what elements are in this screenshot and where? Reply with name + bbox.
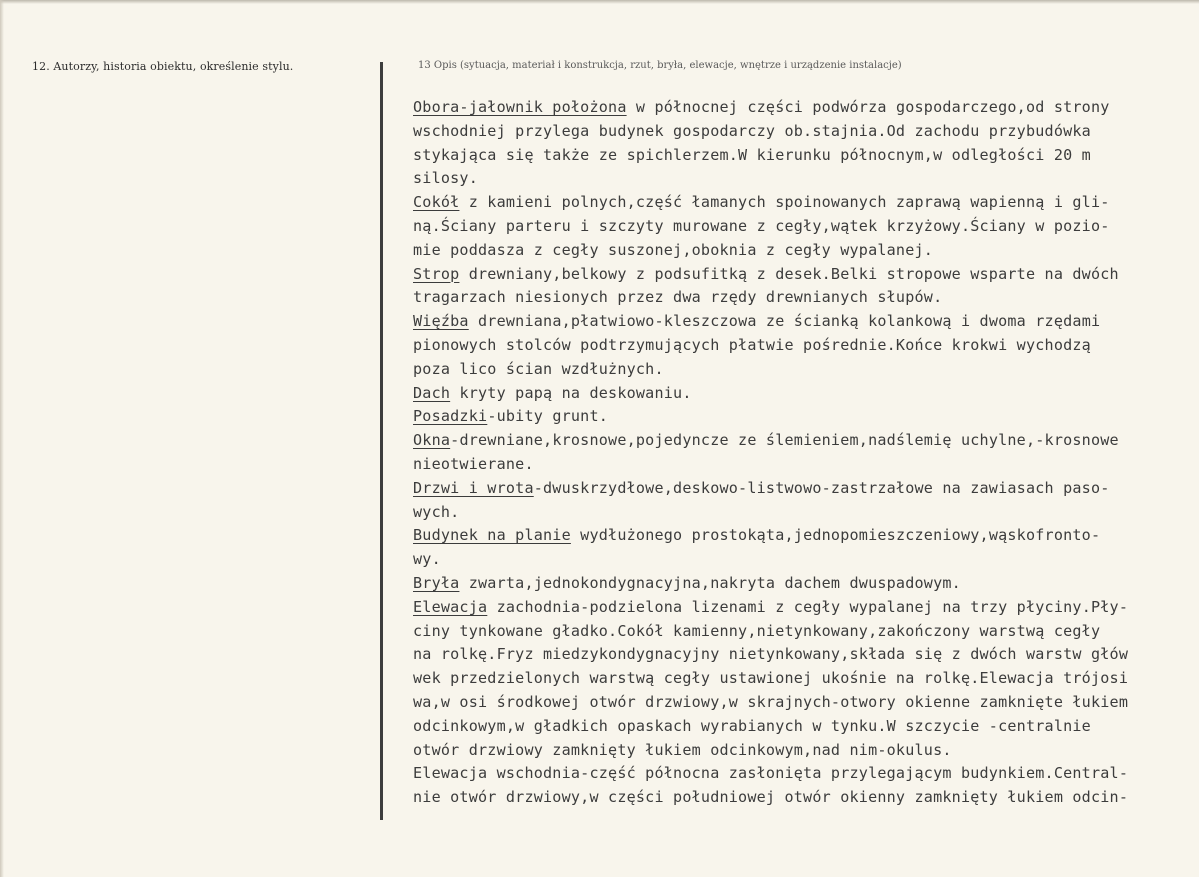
text-line [413,405,1199,429]
line-text: mie poddasza z cegły suszonej,obokniа z cegły wypalanej. [413,240,934,259]
text-line [413,382,1199,406]
text-line [413,596,1199,620]
line-text: nie otwór drzwiowy,w części południowej otwór okienny zamknięty łukiem odcin- [413,788,1129,807]
text-line [413,263,1199,287]
line-text: drewniany,belkowy z podsufitką z desek.Belki stropowe wsparte na dwóch [459,264,1119,283]
line-text: ną.Ściany parteru i szczyty murowane z cegły,wątek krzyżowy.Ściany w pozio- [413,216,1110,235]
line-text: -ubity grunt. [487,407,609,426]
line-text: wschodniej przylega budynek gospodarczy ob.stajnia.Od zachodu przybudówka [413,121,1091,140]
line-text: odcinkowym,w gładkich opaskach wyrabianych w tynku.W szczycie -centralnie [413,716,1091,735]
text-line [413,239,1199,263]
line-text: drewniana,płatwiowo-kleszczowa ze ścianką kolankową i dwoma rzędami [468,312,1101,331]
underlined-term: Drzwi i wrota [413,478,534,497]
line-text: wych. [413,502,460,521]
line-text: wa,w osi środkowej otwór drzwiowy,w skrajnych-otwory okienne zamknięte łukiem [413,692,1129,711]
line-text: poza lico ścian wzdłużnych. [413,359,664,378]
line-text: w północnej części podwórza gospodarczego,od strony [626,98,1110,116]
page-top-edge [0,0,1199,4]
underlined-term: Okna [413,431,451,450]
text-line [413,643,1199,667]
line-text: z kamieni polnych,część łamanych spoinowanych zaprawą wapienną i gli- [459,193,1110,212]
line-text: nieotwierane. [413,454,534,473]
text-line [413,286,1199,310]
text-line [413,358,1199,382]
line-text: na rolkę.Fryz miedzykondygnacyjny nietynkowany,składa się z dwóch warstw głów [413,645,1129,664]
description-text [413,96,1199,810]
line-text: tragarzach niesionych przez dwa rzędy drewnianych słupów. [413,288,943,307]
text-line [413,524,1199,548]
underlined-term: Elewacja [413,597,488,616]
text-line [413,739,1199,763]
line-text: stykająca się także ze spichlerzem.W kierunku północnym,w odległości 20 m [413,145,1091,164]
underlined-term: Obora-jałownik położona [413,98,627,116]
text-line [413,334,1199,358]
line-text: kryty papą na deskowaniu. [450,383,692,402]
underlined-term: Budynek na planie [413,526,571,545]
text-line [413,215,1199,239]
line-text: -drewniane,krosnowe,pojedyncze ze ślemieniem,nadślemię uchylne,-krosnowe [450,431,1119,450]
line-text: pionowych stolców podtrzymujących płatwie pośrednie.Końce krokwi wychodzą [413,335,1091,354]
line-text: ciny tynkowane gładko.Cokół kamienny,nietynkowany,zakończony warstwą cegły [413,621,1101,640]
text-line [413,144,1199,168]
line-text: zachodnia-podzielona lizenami z cegły wypalanej na trzy płyciny.Pły- [487,597,1129,616]
line-text: Elewacja wschodnia-część północna zasłonięta przylegającym budynkiem.Central- [413,764,1129,783]
text-line [413,96,1199,120]
text-line [413,691,1199,715]
text-line [413,572,1199,596]
column-divider [380,62,383,820]
line-text: wy. [413,550,441,569]
text-line [413,310,1199,334]
line-text: wek przedzielonych warstwą cegły ustawionej ukośnie na rolkę.Elewacja trójosi [413,669,1129,688]
text-line [413,762,1199,786]
underlined-term: Strop [413,264,460,283]
underlined-term: Bryła [413,573,460,592]
underlined-term: Cokół [413,193,460,212]
text-line [413,167,1199,191]
line-text: -dwuskrzydłowe,deskowo-listwowo-zastrzałowe na zawiasach paso- [533,478,1110,497]
page-left-edge [0,0,4,877]
line-text: silosy. [413,169,479,188]
text-line [413,501,1199,525]
text-line [413,548,1199,572]
underlined-term: Więźba [413,312,469,331]
underlined-term: Posadzki [413,407,488,426]
line-text: otwór drzwiowy zamknięty łukiem odcinkowym,nad nim-okulus. [413,740,952,759]
text-line [413,429,1199,453]
text-line [413,667,1199,691]
text-line [413,786,1199,810]
text-line [413,620,1199,644]
text-line [413,120,1199,144]
section-12-heading: 12. Autorzy, historia obiektu, określenie stylu. [32,60,294,73]
underlined-term: Dach [413,383,451,402]
text-line [413,453,1199,477]
text-line [413,477,1199,501]
text-line [413,191,1199,215]
text-line [413,715,1199,739]
line-text: wydłużonego prostokąta,jednopomieszczeniowy,wąskofronto- [570,526,1101,545]
section-13-heading: 13 Opis (sytuacja, materiał i konstrukcja, rzut, bryła, elewacje, wnętrze i urządzenie instalacje) [418,60,902,71]
line-text: zwarta,jednokondygnacyjna,nakryta dachem dwuspadowym. [459,573,961,592]
